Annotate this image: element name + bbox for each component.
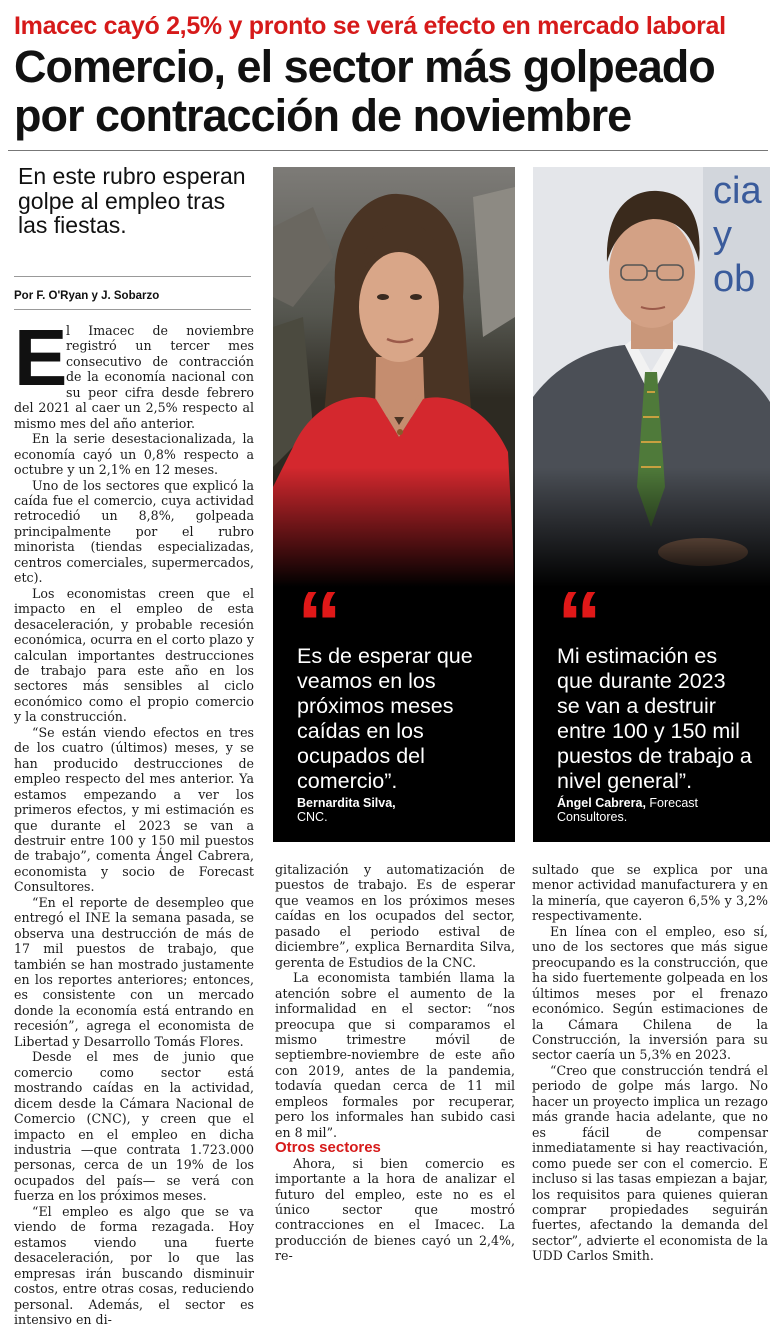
- quote-text: Es de esperar que veamos en los próximos meses caídas en los ocupados del comercio”.: [297, 644, 473, 793]
- pull-quote: [533, 589, 770, 842]
- article-column-1: [14, 313, 254, 1327]
- paragraph: Uno de los sectores que explicó la caída fue el comercio, cuya actividad retrocedió un 8,8%, golpeada principalmente por el rubro minorista (tiendas especializadas, centros comerciales, supermercados, etc).: [14, 477, 254, 586]
- paragraph: “Creo que construcción tendrá el periodo de golpe más largo. No hacer un proyecto implica un rezago más grande hacia adelante, que no es fácil de compensar inmediatamente si hay reactivación, como puede ser con el comercio. E incluso si las tasas empiezan a bajar, los requisitos para quienes quieran comprar propiedades seguirán fuertes, afectando la demanda del sector”, advierte el economista de la UDD Carlos Smith.: [532, 1062, 768, 1264]
- byline: Por F. O'Ryan y J. Sobarzo: [14, 290, 160, 302]
- paragraph: l Imacec de noviembre registró un tercer mes consecutivo de contracción de la economía nacional con su peor cifra desde febrero del 2021 al caer un 2,5% respecto al mismo mes del año anterior.: [14, 323, 254, 431]
- paragraph: Ahora, si bien comercio es importante a la hora de analizar el futuro del empleo, este no es el único sector que mostró contracciones en el Imacec. La producción de bienes cayó un 2,4%, re-: [275, 1155, 515, 1264]
- quote-text: Mi estimación es que durante 2023 se van a destruir entre 100 y 150 mil puestos de trabajo a nivel general”.: [557, 644, 752, 793]
- quote-mark-icon: “: [557, 589, 596, 644]
- kicker: Imacec cayó 2,5% y pronto se verá efecto en mercado laboral: [14, 12, 726, 40]
- background-signage-text: cia y ob: [713, 170, 762, 300]
- divider: [14, 276, 251, 277]
- divider: [14, 309, 251, 310]
- quote-mark-icon: “: [297, 589, 336, 644]
- paragraph: gitalización y automatización de puestos de trabajo. Es de esperar que veamos en los próximos meses caídas en los ocupados del sector, pasado el periodo estival de diciembre”, explica Bernardita Silva, gerenta de Estudios de la CNC.: [275, 862, 515, 970]
- photo-bernardita-silva: [273, 167, 515, 842]
- paragraph: En línea con el empleo, eso sí, uno de los sectores que más sigue preocupando es la construcción, que ha sido fuertemente golpeada en los últimos meses por el frenazo económico. Según estimaciones de la Cámara Chilena de la Construcción, la inversión para su sector caería un 5,3% en 2023.: [532, 923, 768, 1063]
- paragraph: Los economistas creen que el impacto en el empleo de esta desaceleración, y probable recesión económica, ocurra en el corto plazo y calculan importantes destrucciones de trabajo para este año en los sectores más sensibles al ciclo económico como el propio comercio y la construcción.: [14, 585, 254, 725]
- paragraph: Desde el mes de junio que comercio como sector está mostrando caídas en la actividad, dicem desde la Cámara Nacional de Comercio (CNC), y creen que el impacto en el empleo en dicha industria —que contrata 1.723.000 personas, cerca de un 19% de los ocupados del país— se verá con fuerza en los próximos meses.: [14, 1049, 254, 1204]
- photo-angel-cabrera: [533, 167, 770, 842]
- quote-author: Ángel Cabrera, Forecast Consultores.: [557, 796, 699, 824]
- divider: [8, 150, 768, 151]
- paragraph: En la serie desestacionalizada, la economía cayó un 0,8% respecto a octubre y un 2,1% en 12 meses.: [14, 431, 254, 478]
- article-column-2: [275, 862, 515, 1264]
- lead: En este rubro esperan golpe al empleo tras las fiestas.: [18, 163, 246, 238]
- paragraph: La economista también llama la atención sobre el aumento de la informalidad en el sector: “nos preocupa que si comparamos el mismo trimestre móvil de septiembre-noviembre de este año con 2019, antes de la pandemia, todavía quedan cerca de 11 mil empleos formales por recuperar, pero los informales han subido casi en 8 mil”.: [275, 970, 515, 1140]
- headline: Comercio, el sector más golpeado por contracción de noviembre: [14, 41, 715, 141]
- pull-quote: [273, 589, 515, 842]
- article-column-3: [532, 862, 768, 1264]
- paragraph: sultado que se explica por una menor actividad manufacturera y en la minería, que cayeron 6,5% y 3,2% respectivamente.: [532, 862, 768, 924]
- paragraph: “El empleo es algo que se va viendo de forma rezagada. Hoy estamos viendo una fuerte desaceleración, por lo que las empresas irán buscando disminuir costos, entre otras cosas, reduciendo personal. Además, el sector es intensivo en di-: [14, 1203, 254, 1327]
- paragraph: “Se están viendo efectos en tres de los cuatro (últimos) meses, y se han producido destrucciones de empleo respecto del mes anterior. Ya estamos empezando a ver los primeros efectos, y mi estimación es que durante el 2023 se van a destruir entre 100 y 150 mil puestos de trabajo”, comenta Ángel Cabrera, economista y socio de Forecast Consultores.: [14, 724, 254, 895]
- quote-author: Bernardita Silva, CNC.: [297, 796, 396, 824]
- drop-cap: E: [14, 313, 68, 402]
- paragraph: “En el reporte de desempleo que entregó el INE la semana pasada, se observa una destrucción de más de 17 mil puestos de trabajo, que también se han mostrado justamente en los reportes anteriores; entonces, es consistente con un mercado donde la economía está entrando en recesión”, agrega el economista de Libertad y Desarrollo Tomás Flores.: [14, 894, 254, 1049]
- subheading: Otros sectores: [275, 1139, 381, 1157]
